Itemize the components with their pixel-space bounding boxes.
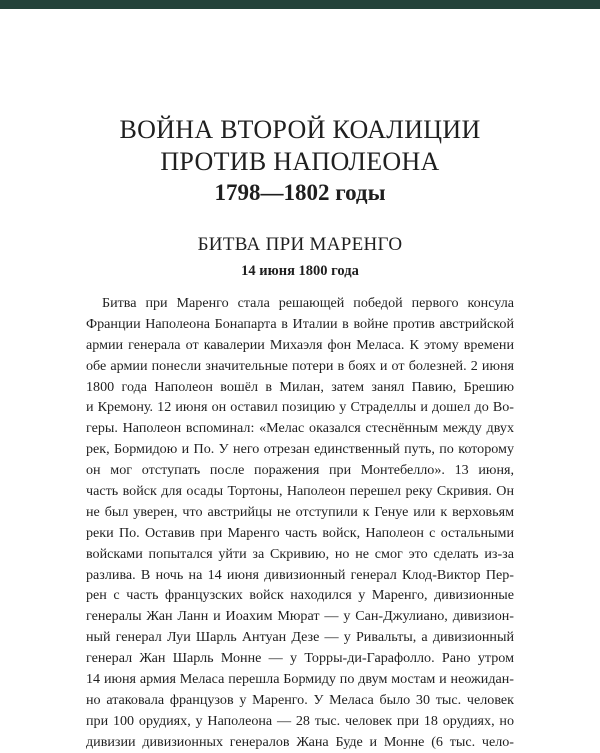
- body-line: разлива. В ночь на 14 июня дивизионный генерал Клод-Виктор Пер-: [86, 566, 514, 583]
- body-line: не был уверен, что австрийцы не отступили к Генуе или к верховьям: [86, 503, 514, 520]
- body-line: часть войск для осады Тортоны, Наполеон перешел реку Скривия. Он: [86, 483, 514, 500]
- body-line: рек, Бормидою и По. У него отрезан единственный путь, по которому: [86, 441, 514, 458]
- body-line: реки По. Оставив при Маренго часть войск, Наполеон с остальными: [86, 524, 514, 541]
- body-line: ный генерал Луи Шарль Антуан Дезе — у Ривальты, а дивизионный: [86, 629, 514, 646]
- body-line: армии генерала от кавалерии Михаэля фон Меласа. К этому времени: [86, 336, 514, 353]
- body-line: генерал Жан Шарль Монне — у Торры-ди-Гарафолло. Рано утром: [86, 650, 514, 667]
- body-line: но атаковала французов у Маренго. У Меласа было 30 тыс. человек: [86, 691, 514, 708]
- chapter-title: [0, 114, 600, 208]
- chapter-title-line-1: ВОЙНА ВТОРОЙ КОАЛИЦИИ: [119, 115, 481, 144]
- body-line: Франции Наполеона Бонапарта в Италии в войне против австрийской: [86, 315, 514, 332]
- top-decorative-bar: [0, 0, 600, 9]
- section-date: 14 июня 1800 года: [241, 263, 359, 279]
- body-paragraph: [86, 293, 514, 750]
- body-line: обе армии понесли значительные потери в боях и от болезней. 2 июня: [86, 357, 514, 374]
- body-line: геры. Наполеон вспоминал: «Мелас оказался стеснённым между двух: [86, 420, 514, 437]
- chapter-title-line-2: ПРОТИВ НАПОЛЕОНА: [160, 147, 440, 176]
- body-line: дивизии дивизионных генералов Жана Буде и Монне (6 тыс. чело-: [86, 733, 514, 750]
- body-line: при 100 орудиях, у Наполеона — 28 тыс. человек при 18 орудиях, но: [86, 712, 514, 729]
- body-line: и Кремону. 12 июня он оставил позицию у Страделлы и дошел до Во-: [86, 399, 514, 416]
- body-line: 14 июня армия Меласа перешла Бормиду по двум мостам и неожидан-: [86, 671, 514, 688]
- body-line: рен с часть французских войск находился у Маренго, дивизионные: [86, 587, 514, 604]
- body-line: генералы Жан Ланн и Иоахим Мюрат — у Сан-Джулиано, дивизион-: [86, 608, 514, 625]
- body-line: он мог отступать после поражения при Монтебелло». 13 июня,: [86, 462, 514, 479]
- body-line: Битва при Маренго стала решающей победой первого консула: [102, 295, 514, 311]
- body-line: войсками попытался уйти за Скривию, но не смог это сделать из-за: [86, 545, 514, 562]
- body-line: 1800 года Наполеон вошёл в Милан, затем занял Павию, Брешию: [86, 378, 514, 395]
- section-heading: БИТВА ПРИ МАРЕНГО: [197, 234, 403, 255]
- chapter-years: 1798—1802 годы: [214, 180, 386, 205]
